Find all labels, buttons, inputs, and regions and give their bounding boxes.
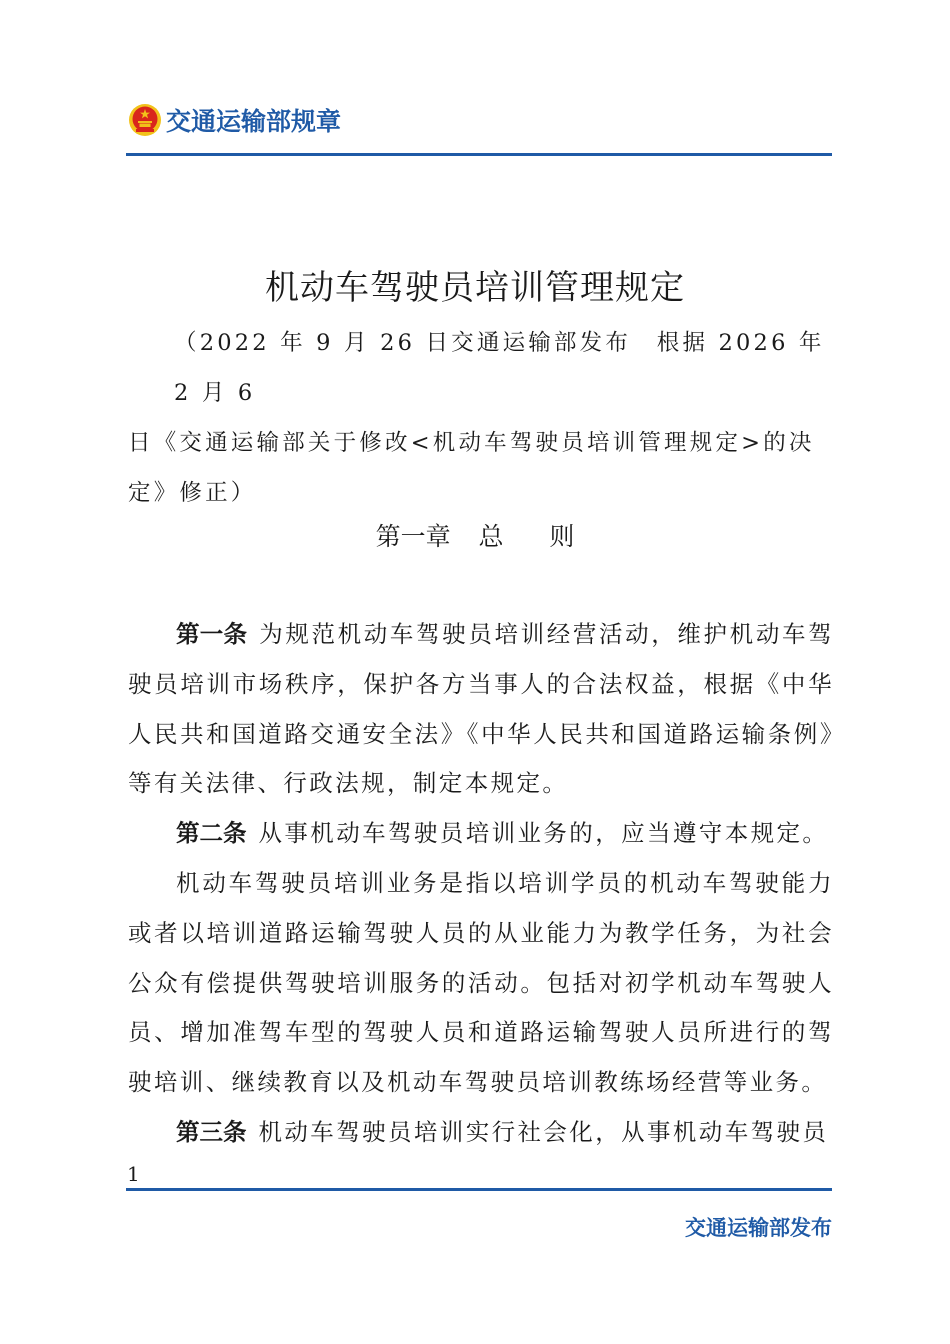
- article-number: 第三条: [176, 1117, 247, 1146]
- chapter-number: 第一章: [375, 522, 451, 551]
- document-body: [128, 610, 834, 1158]
- national-emblem-icon: [128, 103, 162, 137]
- article-number: 第二条: [176, 819, 247, 848]
- chapter-title-part-1: 总: [478, 522, 504, 551]
- page-number: 1: [127, 1162, 140, 1186]
- footer-divider: [126, 1188, 832, 1191]
- document-title: 机动车驾驶员培训管理规定: [265, 268, 685, 308]
- chapter-title-part-2: 则: [549, 522, 575, 551]
- paragraph-text: 机动车驾驶员培训实行社会化，从事机动车驾驶员: [258, 1117, 829, 1146]
- header-divider: [126, 153, 832, 156]
- subtitle-line-3: 定》修正）: [128, 480, 257, 506]
- footer-publisher: 交通运输部发布: [685, 1216, 832, 1240]
- paragraph: [128, 809, 834, 859]
- paragraph: [128, 859, 834, 1108]
- paragraph-text: 机动车驾驶员培训业务是指以培训学员的机动车驾驶能力或者以培训道路运输驾驶人员的从业能力为教学任务，为社会公众有偿提供驾驶培训服务的活动。包括对初学机动车驾驶人员、增加准驾车型的驾驶人员和道路运输驾驶人员所进行的驾驶培训、继续教育以及机动车驾驶员培训教练场经营等业务。: [128, 868, 834, 1097]
- subtitle-line-2: 日《交通运输部关于修改<机动车驾驶员培训管理规定>的决: [128, 430, 815, 456]
- document-subtitle: [128, 318, 834, 518]
- paragraph-text: 从事机动车驾驶员培训业务的，应当遵守本规定。: [258, 819, 829, 848]
- article-number: 第一条: [176, 620, 248, 648]
- paragraph: [128, 1108, 834, 1158]
- paragraph-text: 为规范机动车驾驶员培训经营活动，维护机动车驾驶员培训市场秩序，保护各方当事人的合法权益，根据《中华人民共和国道路交通安全法》《中华人民共和国道路运输条例》等有关法律、行政法规，制定本规定。: [128, 620, 834, 798]
- page-header: [128, 98, 341, 142]
- chapter-heading: [0, 512, 950, 562]
- subtitle-line-1: （2022 年 9 月 26 日交通运输部发布 根据 2026 年 2 月 6: [174, 330, 825, 406]
- header-title: 交通运输部规章: [166, 107, 342, 136]
- paragraph: [128, 610, 834, 809]
